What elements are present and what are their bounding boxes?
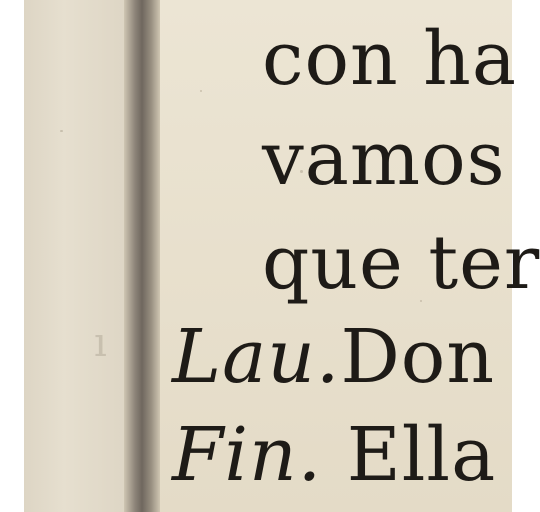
bleed-through-mark: ı (94, 320, 107, 366)
left-page-margin (24, 0, 124, 512)
line-3-text: que ter (262, 220, 540, 306)
page-gutter-fold (124, 0, 160, 512)
text-line-2 (262, 116, 506, 202)
text-line-4 (172, 314, 495, 400)
line-1-text: con ha (262, 16, 517, 102)
text-line-3 (262, 220, 540, 306)
line-4-text: Don (340, 314, 495, 400)
speaker-label-fin: Fin. (172, 412, 323, 498)
speaker-label-lau: Lau. (172, 314, 341, 400)
text-line-1 (262, 16, 517, 102)
paper-speck (200, 90, 202, 92)
text-line-5 (172, 412, 497, 498)
paper-speck (60, 130, 63, 132)
line-5-text: Ella (346, 412, 497, 498)
line-2-text: vamos (262, 116, 506, 202)
